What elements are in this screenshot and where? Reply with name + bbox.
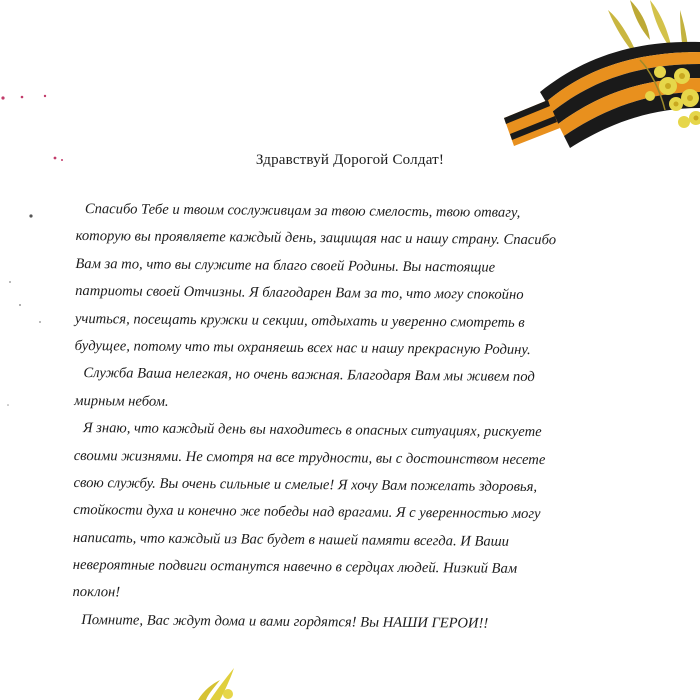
- letter-line: своими жизнями. Не смотря на все трудности, вы с достоинством несете: [73, 447, 546, 468]
- letter-line: Я знаю, что каждый день вы находитесь в опасных ситуациях, рискуете: [82, 420, 542, 441]
- letter-line: учиться, посещать кружки и секции, отдыхать и уверенно смотреть в: [74, 310, 525, 331]
- letter-closing: Помните, Вас ждут дома и вами гордятся! Вы НАШИ ГЕРОИ!!: [81, 611, 489, 632]
- letter-line: будущее, потому что ты охраняешь всех нас и нашу прекрасную Родину.: [74, 337, 531, 358]
- letter-line: которую вы проявляете каждый день, защищая нас и нашу страну. Спасибо: [75, 228, 557, 249]
- letter-line: мирным небом.: [74, 392, 169, 410]
- letter-line: написать, что каждый из Вас будет в нашей памяти всегда. И Ваши: [72, 529, 510, 550]
- letter-greeting: Здравствуй Дорогой Солдат!: [255, 152, 445, 168]
- letter-line: поклон!: [72, 584, 121, 601]
- letter-line: Вам за то, что вы служите на благо своей Родины. Вы настоящие: [75, 255, 496, 276]
- letter-line: Спасибо Тебе и твоим сослуживцам за твою смелость, твою отвагу,: [84, 201, 521, 221]
- letter-line: патриоты своей Отчизны. Я благодарен Вам за то, что могу спокойно: [75, 283, 524, 304]
- letter-line: невероятные подвиги останутся навечно в сердцах людей. Низкий Вам: [72, 557, 518, 577]
- st-george-ribbon-icon: [500, 0, 700, 170]
- letter-line: Служба Ваша нелегкая, но очень важная. Благодаря Вам мы живем под: [83, 365, 535, 386]
- flower-fragment-icon: [190, 660, 260, 700]
- letter-line: свою службу. Вы очень сильные и смелые! Я хочу Вам пожелать здоровья,: [73, 474, 538, 495]
- letter-line: стойкости духа и конечно же победы над врагами. Я с уверенностью могу: [73, 502, 541, 523]
- letter-body: [72, 196, 646, 639]
